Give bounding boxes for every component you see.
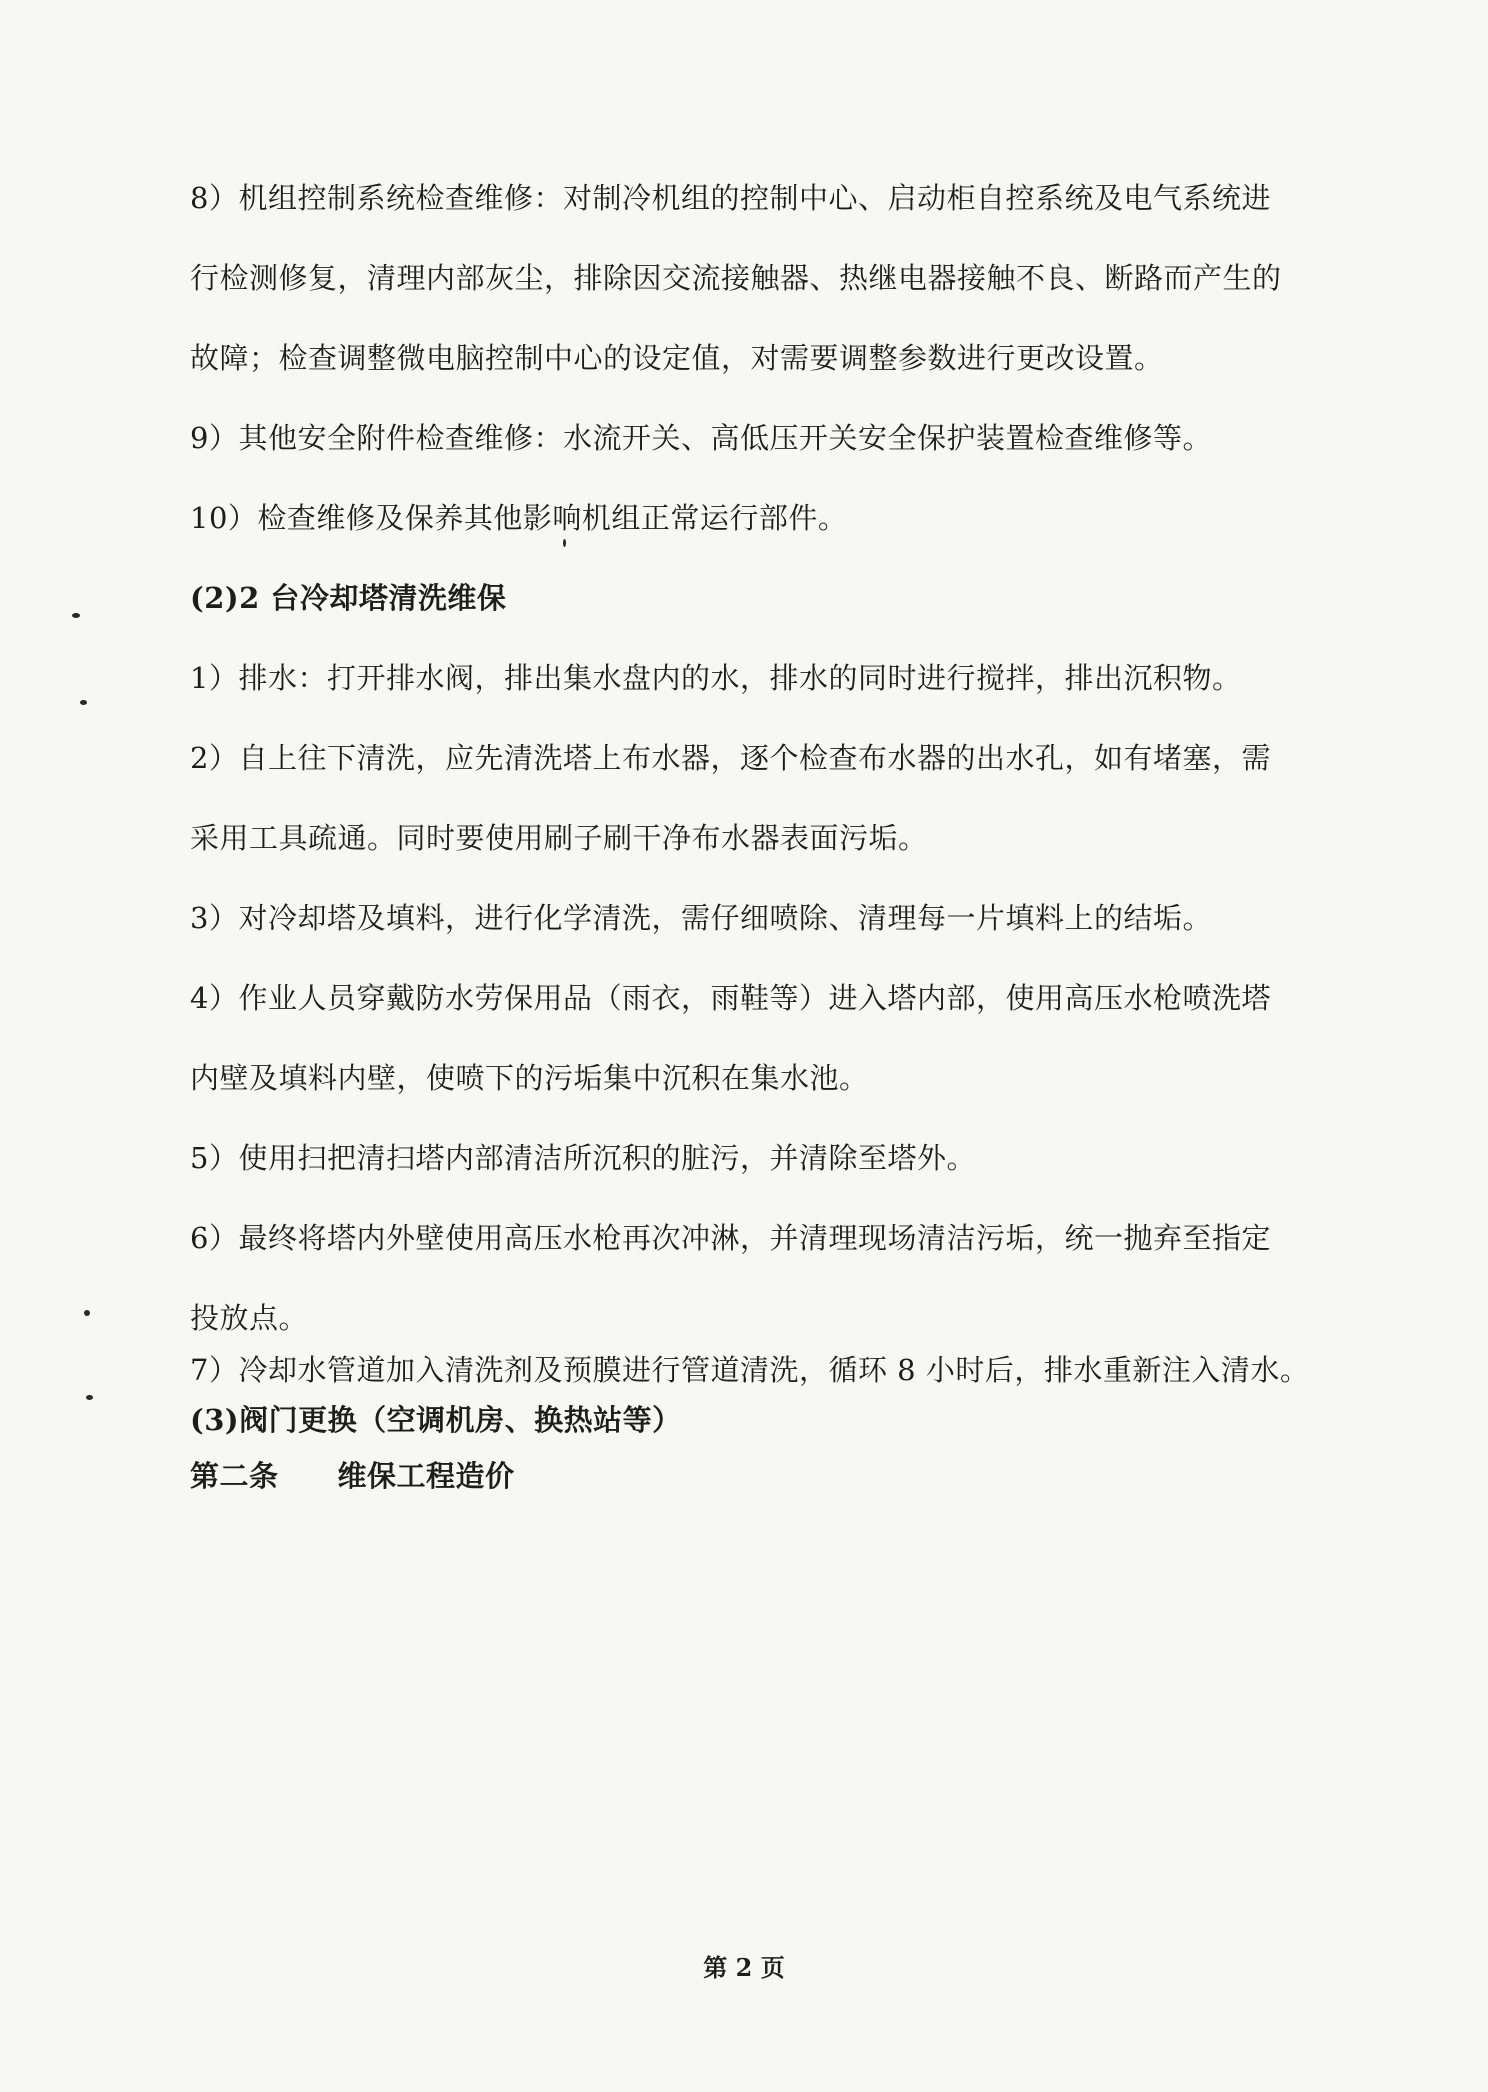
paragraph-line-step-7: 7）冷却水管道加入清洗剂及预膜进行管道清洗，循环 8 小时后，排水重新注入清水。 bbox=[190, 1353, 1310, 1387]
paragraph-line-step-3: 3）对冷却塔及填料，进行化学清洗，需仔细喷除、清理每一片填料上的结垢。 bbox=[190, 901, 1212, 935]
scan-speck bbox=[86, 1395, 93, 1400]
article-heading-maintenance-cost: 第二条 维保工程造价 bbox=[190, 1459, 515, 1493]
paragraph-line-item-8-b: 行检测修复，清理内部灰尘，排除因交流接触器、热继电器接触不良、断路而产生的 bbox=[190, 261, 1282, 295]
scan-speck bbox=[72, 613, 80, 618]
paragraph-line-item-9: 9）其他安全附件检查维修：水流开关、高低压开关安全保护装置检查维修等。 bbox=[190, 421, 1212, 455]
paragraph-line-step-2-b: 采用工具疏通。同时要使用刷子刷干净布水器表面污垢。 bbox=[190, 821, 928, 855]
paragraph-line-item-8-a: 8）机组控制系统检查维修：对制冷机组的控制中心、启动柜自控系统及电气系统进 bbox=[190, 181, 1271, 215]
paragraph-line-step-4-b: 内壁及填料内壁，使喷下的污垢集中沉积在集水池。 bbox=[190, 1061, 869, 1095]
section-heading-valve-replacement: (3)阀门更换（空调机房、换热站等） bbox=[190, 1403, 682, 1437]
scan-speck bbox=[563, 539, 566, 547]
paragraph-line-step-1: 1）排水：打开排水阀，排出集水盘内的水，排水的同时进行搅拌，排出沉积物。 bbox=[190, 661, 1242, 695]
paragraph-line-item-10: 10）检查维修及保养其他影响机组正常运行部件。 bbox=[190, 501, 848, 535]
paragraph-line-item-8-c: 故障；检查调整微电脑控制中心的设定值，对需要调整参数进行更改设置。 bbox=[190, 341, 1164, 375]
paragraph-line-step-4-a: 4）作业人员穿戴防水劳保用品（雨衣，雨鞋等）进入塔内部，使用高压水枪喷洗塔 bbox=[190, 981, 1271, 1015]
paragraph-line-step-6-a: 6）最终将塔内外壁使用高压水枪再次冲淋，并清理现场清洁污垢，统一抛弃至指定 bbox=[190, 1221, 1271, 1255]
paragraph-line-step-2-a: 2）自上往下清洗，应先清洗塔上布水器，逐个检查布水器的出水孔，如有堵塞，需 bbox=[190, 741, 1271, 775]
paragraph-line-step-6-b: 投放点。 bbox=[190, 1301, 309, 1335]
section-heading-cooling-tower: (2)2 台冷却塔清洗维保 bbox=[190, 581, 507, 615]
page-number: 第 2 页 bbox=[703, 1953, 785, 1982]
paragraph-line-step-5: 5）使用扫把清扫塔内部清洁所沉积的脏污，并清除至塔外。 bbox=[190, 1141, 976, 1175]
scan-speck bbox=[84, 1310, 90, 1316]
scan-speck bbox=[80, 700, 87, 705]
